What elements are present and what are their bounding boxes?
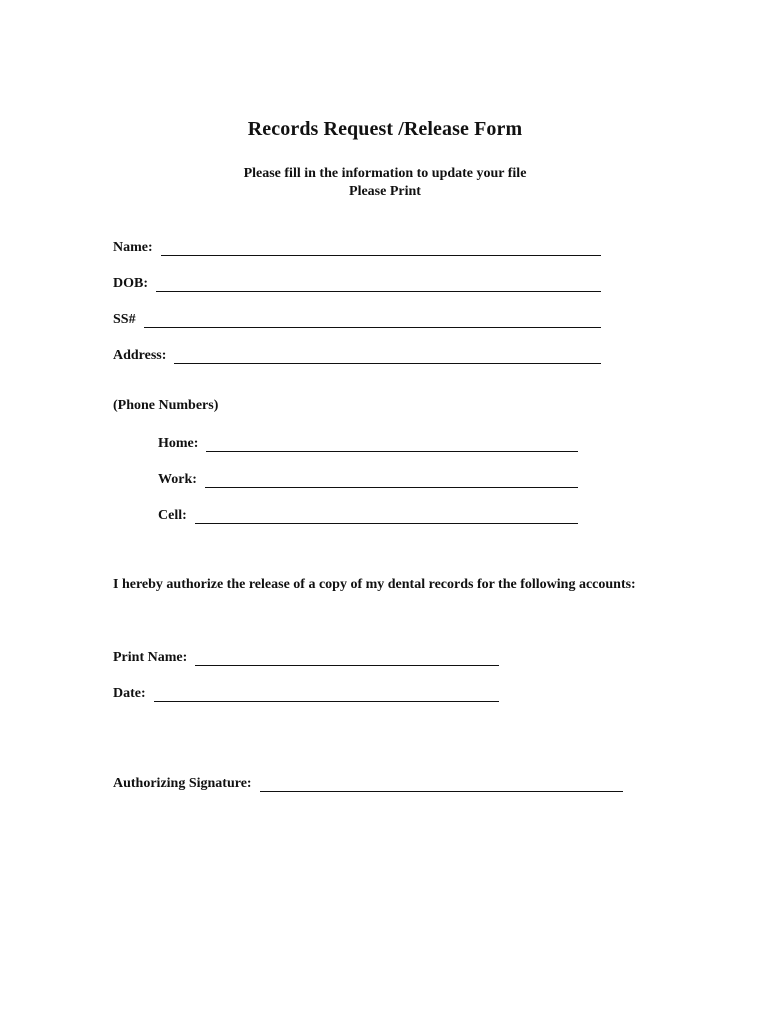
address-line[interactable]	[174, 349, 601, 364]
phone-numbers-heading: (Phone Numbers)	[113, 398, 219, 413]
ssn-label: SS#	[113, 312, 136, 327]
name-label: Name:	[113, 240, 153, 255]
name-line[interactable]	[161, 241, 601, 256]
print-instruction: Please Print	[349, 184, 421, 199]
home-phone-field[interactable]	[158, 432, 578, 452]
ssn-line[interactable]	[144, 313, 601, 328]
home-phone-label: Home:	[158, 436, 199, 451]
signature-line[interactable]	[260, 777, 623, 792]
authorization-statement: I hereby authorize the release of a copy of my dental records for the following accounts:	[113, 577, 636, 592]
ssn-field[interactable]	[113, 308, 601, 328]
date-label: Date:	[113, 686, 146, 701]
work-phone-line[interactable]	[205, 473, 578, 488]
dob-label: DOB:	[113, 276, 148, 291]
work-phone-label: Work:	[158, 472, 197, 487]
print-name-line[interactable]	[195, 651, 499, 666]
date-line[interactable]	[154, 687, 499, 702]
date-field[interactable]	[113, 682, 499, 702]
print-name-label: Print Name:	[113, 650, 188, 665]
signature-label: Authorizing Signature:	[113, 776, 252, 791]
address-field[interactable]	[113, 344, 601, 364]
cell-phone-field[interactable]	[158, 504, 578, 524]
cell-phone-label: Cell:	[158, 508, 187, 523]
form-instructions: Please fill in the information to update your file	[243, 166, 527, 181]
name-field[interactable]	[113, 236, 601, 256]
home-phone-line[interactable]	[206, 437, 578, 452]
dob-line[interactable]	[156, 277, 601, 292]
form-title: Records Request /Release Form	[247, 118, 523, 140]
work-phone-field[interactable]	[158, 468, 578, 488]
cell-phone-line[interactable]	[195, 509, 578, 524]
print-name-field[interactable]	[113, 646, 499, 666]
dob-field[interactable]	[113, 272, 601, 292]
signature-field[interactable]	[113, 772, 623, 792]
address-label: Address:	[113, 348, 167, 363]
